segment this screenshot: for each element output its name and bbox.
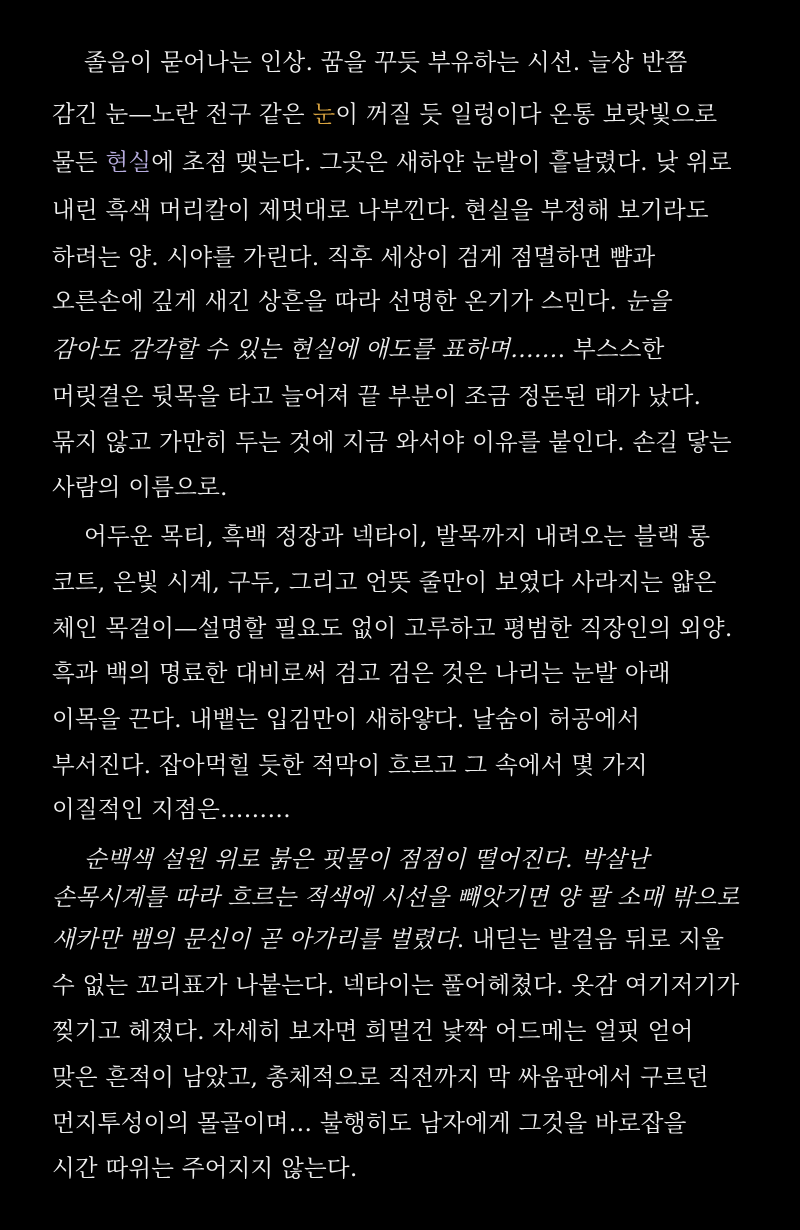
text-line: 흑과 백의 명료한 대비로써 검고 검은 것은 나리는 눈발 아래 <box>52 659 671 687</box>
text-line <box>52 880 739 914</box>
text-line: 사람의 이름으로. <box>52 473 228 501</box>
text-line: 먼지투성이의 몰골이며… 불행히도 남자에게 그것을 바로잡을 <box>52 1109 687 1137</box>
text-line: 체인 목걸이—설명할 필요도 없이 고루하고 평범한 직장인의 외양. <box>52 614 733 642</box>
text-line: 코트, 은빛 시계, 구두, 그리고 언뜻 줄만이 보였다 사라지는 얇은 <box>52 568 717 596</box>
italic-text: 감아도 감각할 수 있는 현실에 애도를 표하며…… <box>52 335 558 363</box>
text-line: 이목을 끈다. 내뱉는 입김만이 새하얗다. 날숨이 허공에서 <box>52 705 641 733</box>
text-line: 졸음이 묻어나는 인상. 꿈을 꾸듯 부유하는 시선. 늘상 반쯤 <box>84 48 688 76</box>
text-line: 찢기고 헤졌다. 자세히 보자면 희멀건 낯짝 어드메는 얼핏 얻어 <box>52 1017 694 1045</box>
text-line: 수 없는 꼬리표가 나붙는다. 넥타이는 풀어헤쳤다. 옷감 여기저기가 <box>52 971 740 999</box>
text-line: 하려는 양. 시야를 가린다. 직후 세상이 검게 점멸하면 뺨과 <box>52 243 656 271</box>
italic-text: 손목시계를 따라 흐르는 적색에 시선을 빼앗기면 양 팔 소매 밖으로 <box>52 883 740 911</box>
highlighted-word-eye: 눈 <box>312 100 336 128</box>
text-line: 새카만 뱀의 문신이 곧 아가리를 벌렸다. 내딛는 발걸음 뒤로 지울 <box>52 925 725 953</box>
text-line: 감긴 눈—노란 전구 같은 눈이 꺼질 듯 일렁이다 온통 보랏빛으로 <box>52 100 718 128</box>
italic-text: 새카만 뱀의 문신이 곧 아가리를 벌렸다 <box>52 925 457 953</box>
text-line: 부서진다. 잡아먹힐 듯한 적막이 흐르고 그 속에서 몇 가지 <box>52 751 648 779</box>
italic-text: 눈을 <box>624 287 671 315</box>
text-line: 머릿결은 뒷목을 타고 늘어져 끝 부분이 조금 정돈된 태가 났다. <box>52 382 702 410</box>
text-line: 내린 흑색 머리칼이 제멋대로 나부낀다. 현실을 부정해 보기라도 <box>52 196 709 224</box>
text-line: 이질적인 지점은……… <box>52 795 292 823</box>
text-line: 맞은 흔적이 남았고, 총체적으로 직전까지 막 싸움판에서 구르던 <box>52 1063 709 1091</box>
text-line: 어두운 목티, 흑백 정장과 넥타이, 발목까지 내려오는 블랙 롱 <box>84 522 711 550</box>
text-line: 오른손에 깊게 새긴 상흔을 따라 선명한 온기가 스민다. 눈을 <box>52 287 671 315</box>
text-line <box>84 842 649 876</box>
highlighted-word-reality: 현실 <box>105 148 152 176</box>
text-line: 묶지 않고 가만히 두는 것에 지금 와서야 이유를 붙인다. 손길 닿는 <box>52 428 732 456</box>
text-line: 물든 현실에 초점 맺는다. 그곳은 새하얀 눈발이 흩날렸다. 낮 위로 <box>52 148 732 176</box>
text-line: 시간 따위는 주어지지 않는다. <box>52 1154 358 1182</box>
text-line: 감아도 감각할 수 있는 현실에 애도를 표하며……. 부스스한 <box>52 335 665 363</box>
italic-text: 순백색 설원 위로 붉은 핏물이 점점이 떨어진다. 박살난 <box>84 845 650 873</box>
